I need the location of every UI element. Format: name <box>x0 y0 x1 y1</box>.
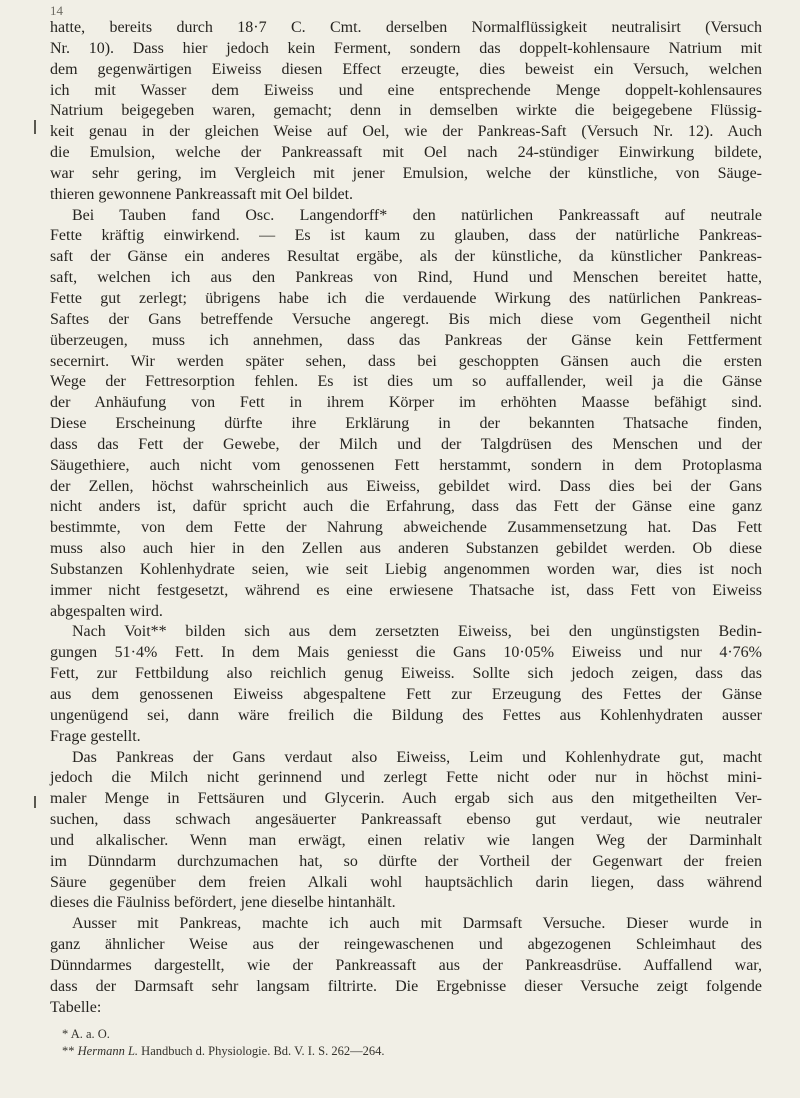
text-line: hatte, bereits durch 18·7 C. Cmt. derselben Normalflüssigkeit neutralisirt (Versuch <box>50 19 762 36</box>
text-line: Nr. 10). Dass hier jedoch kein Ferment, sondern das doppelt-kohlensaure Natrium mit <box>50 39 762 57</box>
text-line: abgespalten wird. <box>50 602 163 620</box>
text-line: Dünndarmes dargestellt, wie der Pankreassaft aus der Pankreasdrüse. Auffallend war, <box>50 956 762 974</box>
text-line: Frage gestellt. <box>50 727 141 745</box>
text-line: und alkalischer. Wenn man erwägt, einen relativ wie langen Weg der Darminhalt <box>50 831 762 849</box>
footnote-author: Hermann L. <box>77 1044 139 1058</box>
text-line: saft der Gänse ein anderes Resultat ergäbe, als der künstliche, da künstlicher Pankreas- <box>50 248 762 266</box>
text-line: ganz ähnlicher Weise aus der reingewaschenen und abgezogenen Schleimhaut des <box>50 936 762 954</box>
paragraph-p5 <box>50 914 762 1018</box>
paragraph-p4 <box>50 748 762 915</box>
footnotes <box>62 1026 762 1060</box>
footnote-text: A. a. O. <box>70 1027 110 1041</box>
text-line: dass das Fett der Gewebe, der Milch und der Talgdrüsen des Menschen und der <box>50 435 762 453</box>
text-line: maler Menge in Fettsäuren und Glycerin. Auch ergab sich aus den mitgetheilten Ver- <box>50 790 762 808</box>
text-line: der Anhäufung von Fett in ihrem Körper im erhöhten Maasse befähigt sind. <box>50 394 762 412</box>
text-line: suchen, dass schwach angesäuerter Pankreassaft ebenso gut verdaut, wie neutraler <box>50 811 762 829</box>
text-line: überzeugen, muss ich annehmen, dass das Pankreas der Gänse kein Fettferment <box>50 331 762 349</box>
text-line: Bei Tauben fand Osc. Langendorff* den natürlichen Pankreassaft auf neutrale <box>72 206 762 224</box>
text-line: Substanzen Kohlenhydrate seien, wie seit Liebig angenommen worden war, dies ist noch <box>50 560 762 578</box>
body-text <box>50 18 762 1019</box>
text-line: gungen 51·4% Fett. In dem Mais geniesst die Gans 10·05% Eiweiss und nur 4·76% <box>50 644 762 662</box>
text-line: aus dem genossenen Eiweiss abgespaltene Fett zur Erzeugung des Fettes der Gänse <box>50 686 762 703</box>
text-line: immer nicht festgesetzt, während es eine erwiesene Thatsache ist, dass Fett von Eiweiss <box>50 581 762 599</box>
page-number: 14 <box>50 3 63 18</box>
text-line: Nach Voit** bilden sich aus dem zersetzten Eiweiss, bei den ungünstigsten Bedin- <box>72 623 762 641</box>
text-line: ich mit Wasser dem Eiweiss und eine entsprechende Menge doppelt-kohlensaures <box>50 81 762 99</box>
text-line: die Emulsion, welche der Pankreassaft mit Oel nach 24-stündiger Einwirkung bildete, <box>50 144 762 162</box>
paragraph-p1 <box>50 18 762 206</box>
text-line: der Zellen, höchst wahrscheinlich aus Eiweiss, gebildet wird. Dass dies bei der Gans <box>50 477 762 495</box>
text-line: Natrium beigegeben waren, gemacht; denn in demselben wirkte die beigegebene Flüssig- <box>50 102 762 120</box>
paragraph-p3 <box>50 622 762 747</box>
text-line: muss also auch hier in den Zellen aus anderen Substanzen gebildet werden. Ob diese <box>50 540 762 558</box>
text-line: Tabelle: <box>50 998 102 1016</box>
text-line: thieren gewonnene Pankreassaft mit Oel bildet. <box>50 185 354 203</box>
footnote-mark: * <box>62 1027 69 1041</box>
text-line: Ausser mit Pankreas, machte ich auch mit Darmsaft Versuche. Dieser wurde in <box>72 915 762 933</box>
text-line: Wege der Fettresorption fehlen. Es ist dies um so auffallender, weil ja die Gänse <box>50 373 762 391</box>
text-line: dem gegenwärtigen Eiweiss diesen Effect erzeugte, dies beweist ein Versuch, welchen <box>50 60 762 78</box>
text-line: Das Pankreas der Gans verdaut also Eiweiss, Leim und Kohlenhydrate gut, macht <box>72 748 762 766</box>
margin-mark <box>34 796 36 808</box>
text-line: Saftes der Gans betreffende Versuche angeregt. Bis mich diese vom Gegentheil nicht <box>50 310 762 328</box>
text-line: nicht anders ist, dafür spricht auch die Erfahrung, dass das Fett der Gänse eine ganz <box>50 498 762 516</box>
text-line: secernirt. Wir werden später sehen, dass bei geschoppten Gänsen auch die ersten <box>50 352 762 370</box>
text-line: jedoch die Milch nicht gerinnend und zerlegt Fette nicht oder nur in höchst mini- <box>50 769 762 787</box>
text-line: saft, welchen ich aus den Pankreas von Rind, Hund und Menschen bereitet hatte, <box>50 269 762 287</box>
margin-mark <box>34 120 36 134</box>
footnote-text: Handbuch d. Physiologie. Bd. V. I. S. 262—264. <box>141 1044 385 1058</box>
text-line: im Dünndarm durchzumachen hat, so dürfte der Vortheil der Gegenwart der freien <box>50 852 762 870</box>
text-line: dieses die Fäulniss befördert, jene dieselbe hintanhält. <box>50 894 396 912</box>
text-line: bestimmte, von dem Fette der Nahrung abweichende Zusammensetzung hat. Das Fett <box>50 519 762 537</box>
text-line: war sehr gering, im Vergleich mit jener Emulsion, welche der künstliche, von Säuge- <box>50 164 762 182</box>
text-line: ungenügend sei, dann wäre freilich die Bildung des Fettes aus Kohlenhydraten ausser <box>50 706 762 724</box>
text-line: Fett, zur Fettbildung also reichlich genug Eiweiss. Sollte sich jedoch zeigen, dass das <box>50 665 762 683</box>
text-line: Diese Erscheinung dürfte ihre Erklärung in der bekannten Thatsache finden, <box>50 415 762 433</box>
text-line: Säugethiere, auch nicht vom genossenen Fett herstammt, sondern in dem Protoplasma <box>50 456 762 474</box>
text-line: keit genau in der gleichen Weise auf Oel, wie der Pankreas-Saft (Versuch Nr. 12). Auch <box>50 123 762 141</box>
footnote-mark: ** <box>62 1044 75 1058</box>
text-line: Fette kräftig einwirkend. — Es ist kaum zu glauben, dass der natürliche Pankreas- <box>50 227 762 245</box>
footnote-fn2 <box>62 1043 762 1060</box>
text-line: Fette gut zerlegt; übrigens habe ich die verdauende Wirkung des natürlichen Pankreas- <box>50 289 762 307</box>
text-line: Säure gegenüber dem freien Alkali wohl hauptsächlich darin liegen, dass während <box>50 873 762 891</box>
text-line: dass der Darmsaft sehr langsam filtrirte. Die Ergebnisse dieser Versuche zeigt folgende <box>50 977 762 995</box>
footnote-fn1 <box>62 1026 762 1043</box>
paragraph-p2 <box>50 206 762 623</box>
